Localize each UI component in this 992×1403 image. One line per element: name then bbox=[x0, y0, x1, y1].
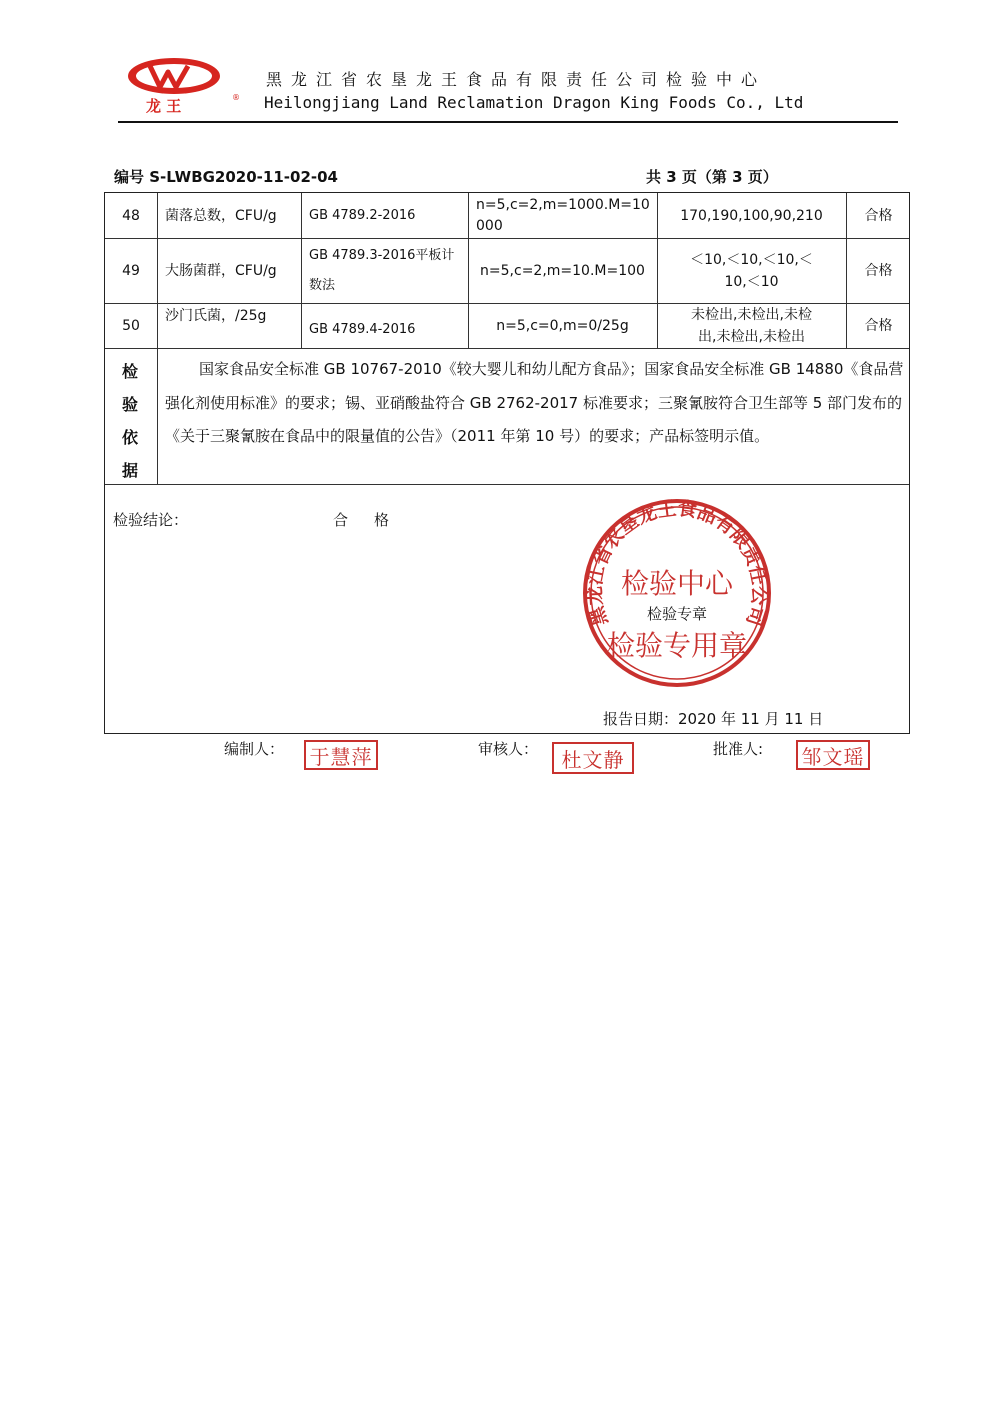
limit-cell: n=5,c=2,m=10.M=100 bbox=[480, 262, 645, 279]
basis-label-char: 验 bbox=[122, 395, 139, 414]
result-line: ＜10,＜10,＜10,＜ bbox=[690, 251, 813, 268]
row-number: 49 bbox=[122, 262, 140, 279]
limit-cell bbox=[468, 193, 657, 238]
verdict: 合格 bbox=[864, 207, 893, 224]
result-line: 10,＜10 bbox=[724, 273, 779, 290]
method-line: GB 4789.3-2016平板计 bbox=[309, 247, 455, 263]
limit-line: n=5,c=2,m=1000.M=10 bbox=[476, 196, 650, 213]
test-method: GB 4789.2-2016 bbox=[309, 207, 416, 223]
test-method: GB 4789.4-2016 bbox=[309, 321, 416, 337]
page-indicator: 共 3 页（第 3 页） bbox=[646, 168, 778, 186]
test-result: 170,190,100,90,210 bbox=[680, 207, 823, 224]
seal-line-3: 检验专用章 bbox=[606, 629, 748, 662]
method-line: 数法 bbox=[309, 277, 336, 293]
seal-line-1: 检验中心 bbox=[620, 567, 734, 600]
report-frame bbox=[104, 192, 910, 734]
approved-by-label: 批准人: bbox=[713, 740, 764, 758]
report-date: 报告日期：2020 年 11 月 11 日 bbox=[603, 710, 824, 728]
basis-label-char: 依 bbox=[122, 428, 139, 447]
logo-text: 龙 王 bbox=[146, 97, 182, 113]
test-item: 大肠菌群，CFU/g bbox=[165, 262, 277, 279]
basis-label-char: 据 bbox=[122, 461, 139, 480]
test-item: 沙门氏菌，/25g bbox=[165, 308, 267, 324]
company-name-en: Heilongjiang Land Reclamation Dragon King Foods Co., Ltd bbox=[264, 93, 804, 112]
reviewed-by-label: 审核人： bbox=[478, 740, 539, 758]
approved-by-signature-stamp: 邹文瑶 bbox=[796, 740, 870, 770]
basis-label bbox=[105, 349, 157, 483]
letterhead bbox=[118, 55, 898, 123]
row-divider bbox=[105, 348, 909, 349]
company-name-cn: 黑龙江省农垦龙王食品有限责任公司检验中心 bbox=[266, 70, 767, 89]
seal-ring-text: 黑龙江省农垦龙王食品有限责任公司 bbox=[583, 497, 771, 629]
prepared-by-label: 编制人： bbox=[224, 740, 285, 758]
seal-line-2: 检验专章 bbox=[646, 605, 708, 623]
svg-text:®: ® bbox=[232, 93, 240, 102]
company-logo-icon bbox=[122, 55, 242, 113]
test-result-cell bbox=[657, 303, 846, 348]
prepared-by-signature-stamp: 于慧萍 bbox=[304, 740, 378, 770]
verdict: 合格 bbox=[864, 262, 893, 279]
inspection-seal bbox=[579, 495, 775, 691]
row-number: 48 bbox=[122, 207, 140, 224]
test-item: 菌落总数，CFU/g bbox=[165, 207, 277, 224]
test-result-cell bbox=[657, 238, 846, 303]
verdict: 合格 bbox=[864, 317, 893, 334]
section-divider bbox=[105, 484, 909, 485]
report-number: 编号 S-LWBG2020-11-02-04 bbox=[114, 168, 338, 186]
limit-cell: n=5,c=0,m=0/25g bbox=[496, 317, 629, 334]
conclusion-value: 合格 bbox=[333, 511, 416, 529]
result-line: 出,未检出,未检出 bbox=[698, 328, 805, 345]
row-number: 50 bbox=[122, 317, 140, 334]
result-line: 未检出,未检出,未检 bbox=[691, 306, 812, 323]
column-divider bbox=[157, 348, 158, 484]
basis-label-char: 检 bbox=[122, 362, 139, 381]
basis-text: 国家食品安全标准 GB 10767-2010《较大婴儿和幼儿配方食品》；国家食品安全标准 GB 14880《食品营强化剂使用标准》的要求；锡、亚硝酸盐符合 GB 2762-2017 标准要求；三聚氰胺符合卫生部等 5 部门发布的《关于三聚氰胺在食品中的限量值的公告》（2011 年第 10 号）的要求；产品标签明示值。 bbox=[165, 360, 904, 445]
limit-line: 000 bbox=[476, 217, 503, 234]
reviewed-by-signature-stamp: 杜文静 bbox=[552, 742, 634, 774]
test-method-cell bbox=[301, 238, 468, 303]
conclusion-label: 检验结论： bbox=[113, 511, 189, 529]
